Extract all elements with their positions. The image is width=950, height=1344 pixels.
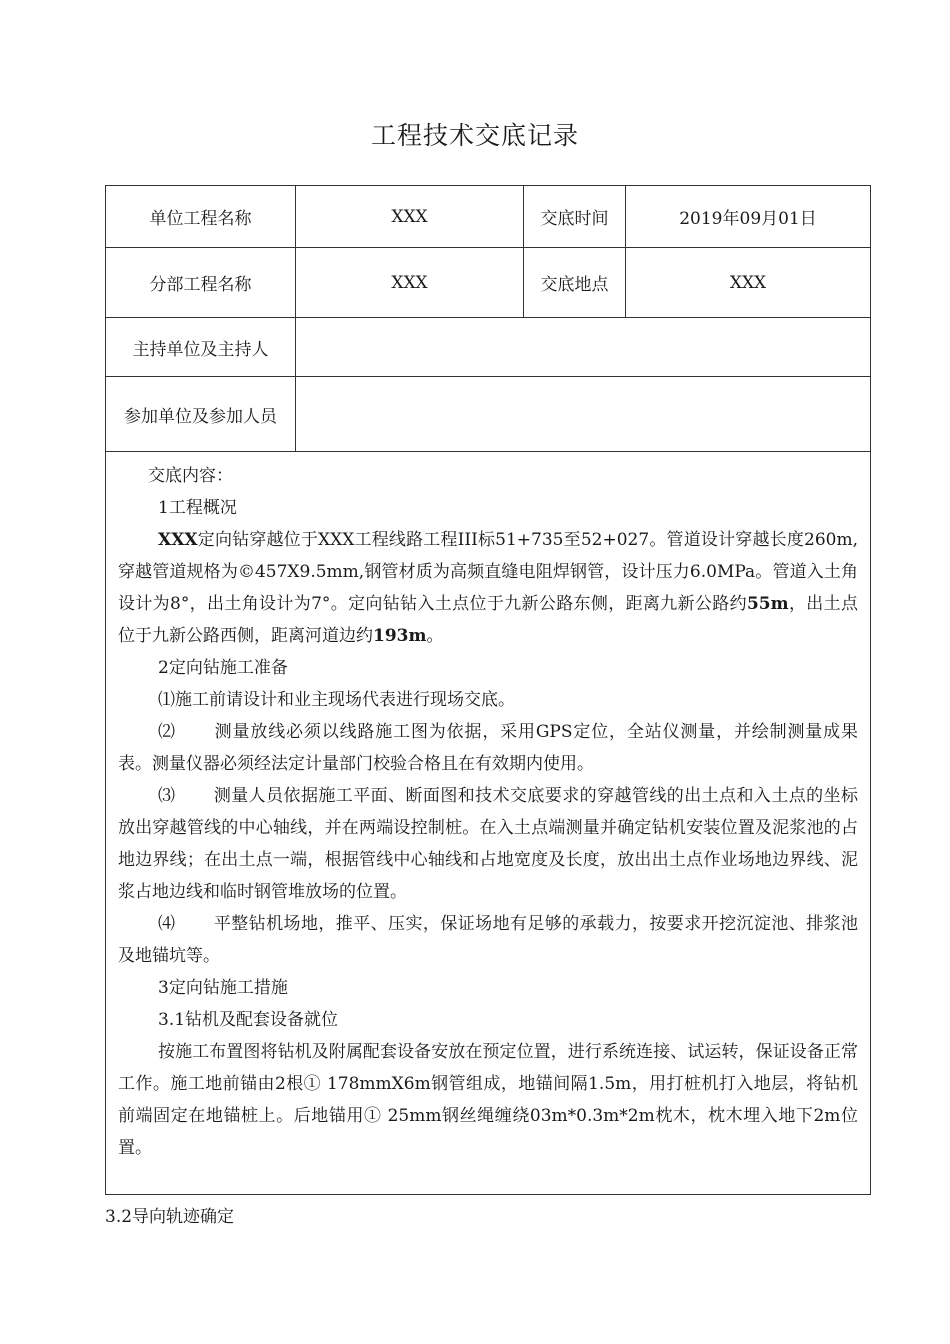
sub-project-value: XXX <box>296 248 524 318</box>
item-3-number: ⑶ <box>158 786 176 806</box>
row-sub-project <box>106 248 871 318</box>
item-3-text: 测量人员依据施工平面、断面图和技术交底要求的穿越管线的出土点和入土点的坐标放出穿越管线的中心轴线，并在两端设控制桩。在入土点端测量并确定钻机安装位置及泥浆池的占地边界线；在出土点一端，根据管线中心轴线和占地宽度及长度，放出出土点作业场地边界线、泥浆占地边线和临时钢管堆放场的位置。 <box>118 786 858 902</box>
place-value: XXX <box>626 248 871 318</box>
host-value <box>296 318 871 377</box>
time-value: 2019年09月01日 <box>626 186 871 248</box>
item-4-text: 平整钻机场地，推平、压实，保证场地有足够的承载力，按要求开挖沉淀池、排浆池及地锚坑等。 <box>118 914 858 966</box>
attendees-value <box>296 377 871 452</box>
unit-project-value: XXX <box>296 186 524 248</box>
place-label: 交底地点 <box>524 248 626 318</box>
section-1-paragraph <box>118 524 858 652</box>
section-2-item-2 <box>118 716 858 780</box>
unit-project-label: 单位工程名称 <box>106 186 296 248</box>
distance-exit-bold: 193m <box>373 626 427 646</box>
section-3-title: 3定向钻施工措施 <box>158 978 288 998</box>
content-cell <box>106 452 871 1195</box>
section-2-item-4 <box>118 908 858 972</box>
section-1-title: 1工程概况 <box>158 498 237 518</box>
project-name-bold: XXX <box>158 530 198 550</box>
row-unit-project <box>106 186 871 248</box>
time-label: 交底时间 <box>524 186 626 248</box>
section-2-item-1: ⑴施工前请设计和业主现场代表进行现场交底。 <box>158 690 515 710</box>
distance-entry-bold: 55m <box>746 594 789 614</box>
section-2-item-3 <box>118 780 858 908</box>
sub-project-label: 分部工程名称 <box>106 248 296 318</box>
section-1-text-b: ，出土点位于九新公路西侧，距离河道边约 <box>118 594 858 646</box>
document-title: 工程技术交底记录 <box>370 121 579 150</box>
row-attendees <box>106 377 871 452</box>
host-label: 主持单位及主持人 <box>106 318 296 377</box>
row-content <box>106 452 871 1195</box>
item-2-number: ⑵ <box>158 722 176 742</box>
section-1-text-c: 。 <box>426 626 444 646</box>
item-4-number: ⑷ <box>158 914 176 934</box>
next-section-heading: 3.2导向轨迹确定 <box>105 1207 235 1227</box>
section-3-1-paragraph: 按施工布置图将钻机及附属配套设备安放在预定位置，进行系统连接、试运转，保证设备正常工作。施工地前锚由2根① 178mmX6m钢管组成，地锚间隔1.5m，用打桩机打入地层，将钻机前端固定在地锚桩上。后地锚用① 25mm钢丝绳缠绕03m*0.3m*2m枕木，枕木埋入地下2m位置。 <box>118 1042 858 1158</box>
item-2-text: 测量放线必须以线路施工图为依据，采用GPS定位，全站仪测量，并绘制测量成果表。测量仪器必须经法定计量部门校验合格且在有效期内使用。 <box>118 722 858 774</box>
section-3-1-title: 3.1钻机及配套设备就位 <box>158 1010 339 1030</box>
content-heading: 交底内容： <box>148 466 233 486</box>
attendees-label: 参加单位及参加人员 <box>106 377 296 452</box>
record-table <box>105 185 871 1195</box>
row-host <box>106 318 871 377</box>
section-2-title: 2定向钻施工准备 <box>158 658 288 678</box>
section-1-text-a: 定向钻穿越位于XXX工程线路工程III标51+735至52+027。管道设计穿越长度260m,穿越管道规格为©457X9.5mm,钢管材质为高频直缝电阻焊钢管，设计压力6.0MPa。管道入土角设计为8°，出土角设计为7°。定向钻钻入土点位于九新公路东侧，距离九新公路约 <box>118 530 858 614</box>
